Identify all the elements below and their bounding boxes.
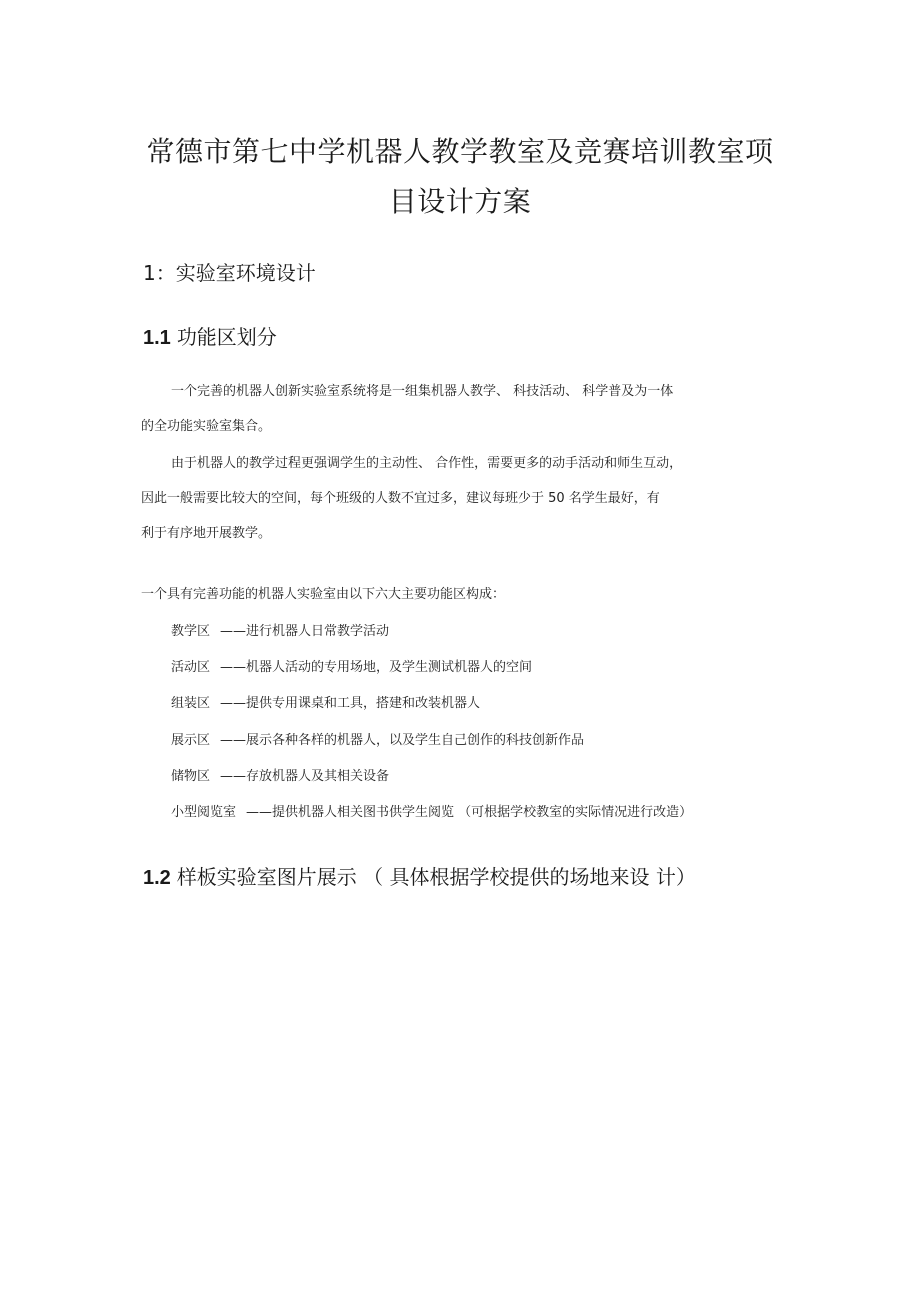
area-desc: ——展示各种各样的机器人，以及学生自己创作的科技创新作品 bbox=[220, 733, 585, 748]
area-desc: ——进行机器人日常教学活动 bbox=[220, 624, 390, 639]
section-1-2-number: 1.2 bbox=[143, 867, 171, 889]
paragraph-2-line-3: 利于有序地开展教学。 bbox=[141, 526, 272, 541]
area-name: 组装区 bbox=[171, 696, 211, 711]
area-name: 储物区 bbox=[171, 769, 211, 784]
document-title-line1: 常德市第七中学机器人教学教室及竞赛培训教室项 bbox=[146, 135, 774, 168]
area-name: 展示区 bbox=[171, 733, 211, 748]
area-name: 小型阅览室 bbox=[171, 805, 237, 820]
section-1-1-number: 1.1 bbox=[143, 327, 171, 349]
paragraph-1-line-2: 的全功能实验室集合。 bbox=[141, 419, 272, 434]
section-1-heading: 1：实验室环境设计 bbox=[143, 261, 316, 285]
paragraph-2-line-1: 由于机器人的教学过程更强调学生的主动性、 合作性，需要更多的动手活动和师生互动， bbox=[171, 456, 683, 471]
area-desc: ——存放机器人及其相关设备 bbox=[220, 769, 390, 784]
list-item bbox=[171, 656, 532, 675]
list-item bbox=[171, 620, 389, 639]
section-1-1-heading bbox=[143, 321, 277, 350]
list-item bbox=[171, 801, 692, 820]
area-desc: ——提供专用课桌和工具，搭建和改装机器人 bbox=[220, 696, 481, 711]
area-name: 活动区 bbox=[171, 660, 211, 675]
section-1-2-title: 样板实验室图片展示 （ 具体根据学校提供的场地来设 计） bbox=[176, 865, 696, 889]
areas-intro: 一个具有完善功能的机器人实验室由以下六大主要功能区构成： bbox=[141, 587, 506, 602]
document-title-line2: 目设计方案 bbox=[388, 185, 532, 218]
area-desc: ——机器人活动的专用场地，及学生测试机器人的空间 bbox=[220, 660, 533, 675]
paragraph-2-line-2: 因此一般需要比较大的空间，每个班级的人数不宜过多，建议每班少于 50 名学生最好，有 bbox=[141, 491, 660, 506]
list-item bbox=[171, 692, 480, 711]
list-item bbox=[171, 729, 584, 748]
list-item bbox=[171, 765, 389, 784]
section-1-1-title: 功能区划分 bbox=[176, 325, 277, 349]
paragraph-1-line-1: 一个完善的机器人创新实验室系统将是一组集机器人教学、 科技活动、 科学普及为一体 bbox=[171, 384, 674, 399]
section-1-2-heading bbox=[143, 861, 696, 890]
area-name: 教学区 bbox=[171, 624, 211, 639]
area-desc: ——提供机器人相关图书供学生阅览 （可根据学校教室的实际情况进行改造） bbox=[246, 805, 693, 820]
